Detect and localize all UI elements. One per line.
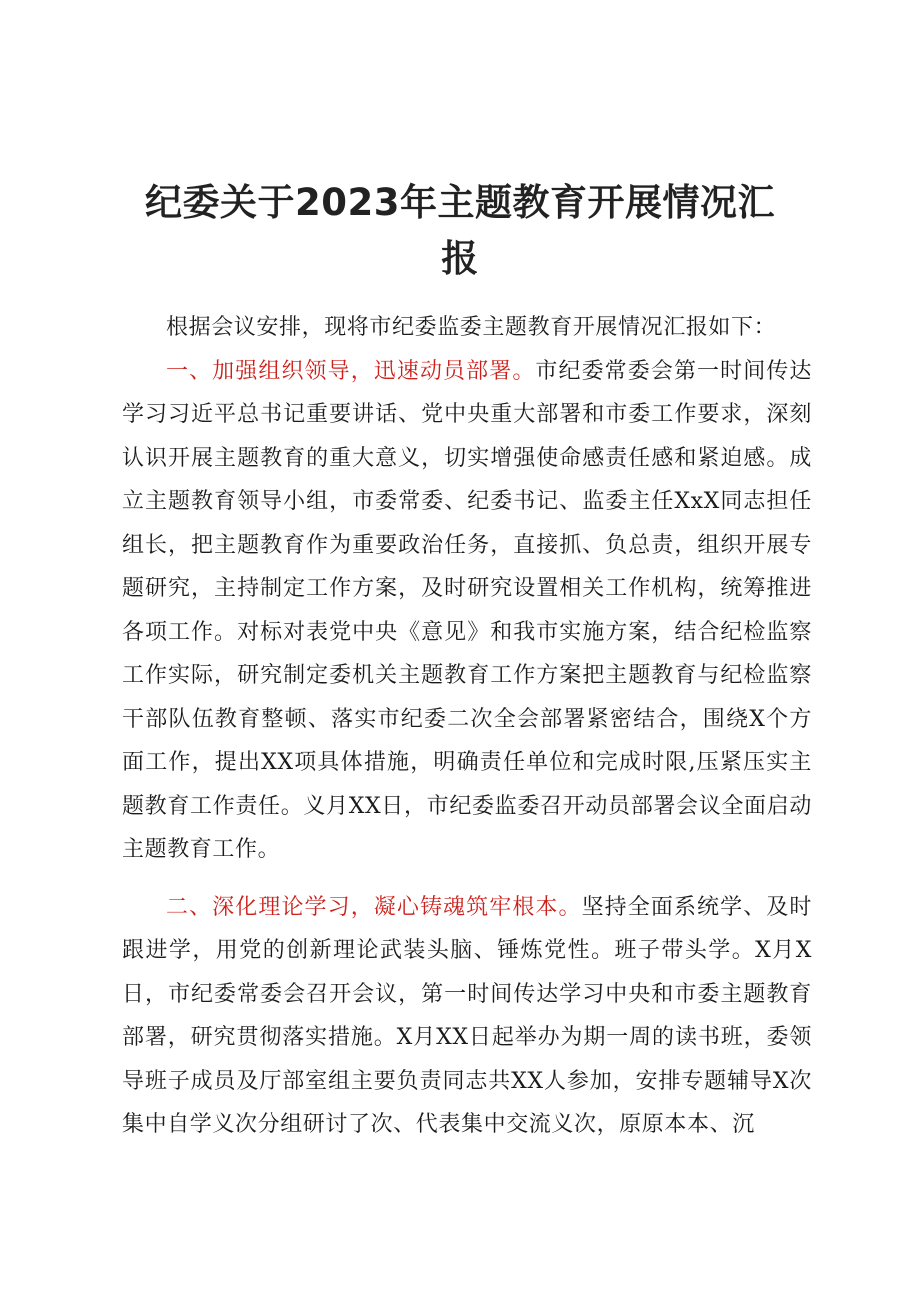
title-line-1: 纪委关于2023年主题教育开展情况汇 <box>145 180 775 224</box>
section-1-paragraph <box>122 350 812 872</box>
section-1-body: 市纪委常委会第一时间传达学习习近平总书记重要讲话、党中央重大部署和市委工作要求，深刻认识开展主题教育的重大意义，切实增强使命感责任感和紧迫感。成立主题教育领导小组，市委常委、纪委书记、监委主任XxX同志担任组长，把主题教育作为重要政治任务，直接抓、负总责，组织开展专题研究，主持制定工作方案，及时研究设置相关工作机构，统筹推进各项工作。对标对表党中央《意见》和我市实施方案，结合纪检监察工作实际，研究制定委机关主题教育工作方案把主题教育与纪检监察干部队伍教育整顿、落实市纪委二次全会部署紧密结合，围绕X个方面工作，提出XX项具体措施，明确责任单位和完成时限,压紧压实主题教育工作责任。义月XX日，市纪委监委召开动员部署会议全面启动主题教育工作。 <box>122 358 812 862</box>
section-2-paragraph <box>122 886 812 1147</box>
section-1-heading: 一、加强组织领导，迅速动员部署。 <box>166 358 536 384</box>
section-2-body: 坚持全面系统学、及时跟进学，用党的创新理论武装头脑、锤炼党性。班子带头学。X月X日，市纪委常委会召开会议，第一时间传达学习中央和市委主题教育部署，研究贯彻落实措施。X月XX日起举办为期一周的读书班，委领导班子成员及厅部室组主要负责同志共XX人参加，安排专题辅导X次集中自学义次分组研讨了次、代表集中交流义次，原原本本、沉 <box>122 894 812 1137</box>
document-title <box>120 175 800 287</box>
document-body <box>122 306 812 1147</box>
section-2-heading: 二、深化理论学习，凝心铸魂筑牢根本。 <box>166 894 582 920</box>
intro-paragraph: 根据会议安排，现将市纪委监委主题教育开展情况汇报如下： <box>166 315 777 340</box>
title-line-2: 报 <box>441 236 479 280</box>
